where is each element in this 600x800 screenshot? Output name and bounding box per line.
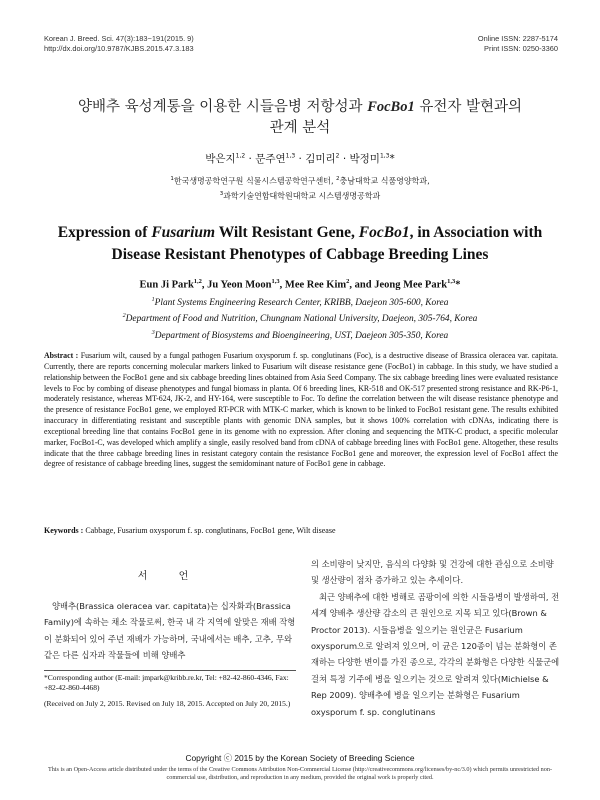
online-issn: Online ISSN: 2287-5174 xyxy=(477,34,558,43)
korean-affiliations: $^1$한국생명공학연구원 식물시스템공학연구센터, $^2$충남대학교 식품영양학과, $^3$과학기술연합대학원대학교 시스템생명공학과 xyxy=(170,176,430,201)
corresponding-author: *Corresponding author (E-mail: jmpark@kribb.re.kr, Tel: +82-42-860-4346, Fax: +82-42-860-4468) xyxy=(44,673,289,692)
body-right-column xyxy=(311,556,564,720)
footnotes xyxy=(44,673,296,709)
abstract xyxy=(44,351,558,470)
issn-block xyxy=(478,34,558,54)
body-left-column xyxy=(44,598,296,664)
title-fusarium: Fusarium xyxy=(151,224,216,241)
license-notice: This is an Open-Access article distributed under the terms of the Creative Commons Attribution Non-Commercial License (http://creativecommons.org/licenses/by-nc/3.0) which permits unrestricted non-commercial use, distribution, and reproduction in any medium, provided the original work is properly cited. xyxy=(47,766,553,782)
keywords-text: Cabbage, Fusarium oxysporum f. sp. conglutinans, FocBo1 gene, Wilt disease xyxy=(85,526,336,535)
english-authors: Eun Ji Park$^{1,2}$, Ju Yeon Moon$^{1,3}$, Mee Ree Kim$^2$, and Jeong Mee Park$^{1,3}$* xyxy=(139,278,461,291)
section-heading: 서 언 xyxy=(137,571,203,582)
copyright-line: Copyright ⓒ 2015 by the Korean Society of Breeding Science xyxy=(185,753,415,763)
footnote-divider xyxy=(44,670,296,671)
body-paragraph: 양배추(Brassica oleracea var. capitata)는 십자화과(Brassica Family)에 속하는 채소 작물로써, 한국 내 각 지역에 알맞은 재배 작형이 분화되어 있어 주년 재배가 가능하며, 국내에서는 배추, 고추, 무와 같은 다른 십자과 작물들에 비해 양배추 xyxy=(44,601,296,661)
keywords xyxy=(44,526,558,535)
english-title: Expression of Fusarium Wilt Resistant Gene, FocBo1, in Association with Disease Resistant Phenotypes of Cabbage Breeding Lines xyxy=(57,224,543,263)
english-affiliations: $^1$Plant Systems Engineering Research Center, KRIBB, Daejeon 305-600, Korea $^2$Department of Food and Nutrition, Chungnam National University, Daejeon, 305-764, Korea $^3$Department of Biosystems and Bioengineering, UST, Daejeon 305-350, Korea xyxy=(122,297,478,341)
print-issn: Print ISSN: 0250-3360 xyxy=(484,44,558,53)
korean-authors: 박은지$^{1,2}$ · 문주연$^{1,3}$ · 김미리$^2$ · 박정미$^{1,3}$* xyxy=(205,152,395,165)
korean-title: 양배추 육성계통을 이용한 시들음병 저항성과 FocBo1 유전자 발현과의 관계 분석 xyxy=(78,99,522,136)
body-paragraph: 최근 양배추에 대한 병해로 곰팡이에 의한 시들음병이 발생하여, 전 세계 양배추 생산량 감소의 큰 원인으로 지목 되고 있다(Brown & Proctor 2013). 시들음병을 일으키는 원인균은 Fusarium oxysporum으로 알려져 있으며, 이 균은 120종이 넘는 분화형이 존재하는 다양한 변이를 가진 종으로, 각각의 분화형은 다양한 식물군에 걸쳐 특정 기주에 병을 일으키는 것으로 알려져 있다(Michielse & Rep 2009). 양배추에 병을 일으키는 분화형은 Fusarium oxysporum f. sp. conglutinans xyxy=(311,591,560,717)
abstract-text: Fusarium wilt, caused by a fungal pathogen Fusarium oxysporum f. sp. conglutinans (Foc), is a destructive disease of Brassica oleracea var. capitata. Currently, there are reports concerning molecular markers linked to Fusarium wilt disease resistance gene (FocBo1) in cabbage. In this study, we have studied a relationship between the FocBo1 gene and six cabbage breeding lines obtained from Asia Seed Company. The six cabbage breeding lines were evaluated resistance levels to Foc by combing of disease phenotypes and fungal biomass in planta. Of 6 breeding lines, KR-518 and OK-517 presented strong resistance and RK-P6-1, moderately resistance, whereas MT-624, JK-2, and HY-164, were susceptible to Foc. To define the correlation between the wilt disease resistance phenotype and the presence of resistance FocBo1 gene, we employed RT-PCR with MTK-C marker, which is known to be linked to FocBo1 resistant gene. The results exhibited inaccuracy in differentiating resistant and susceptible plants with genomic DNA samples, but it shows 100% correlation with cDNAs, indicating there is exceptional breeding line that contains FocBo1 gene in its genome with no expression. After cloning and sequencing the MTK-C product, a specific molecular marker, FocBo1-C, was developed which amplify a single, easily resolved band from cDNA of cabbage breeding lines with FocBo1 gene. Altogether, these results indicate that the three cabbage breeding lines in resistant category contain the resistance FocBo1 gene and moreover, the expression level of FocBo1 affect the degree of resistance of cabbage breeding lines, suggest the semidominant nature of FocBo1 gene in cabbage. xyxy=(44,351,559,469)
received-dates: (Received on July 2, 2015. Revised on July 18, 2015. Accepted on July 20, 2015.) xyxy=(44,699,291,708)
keywords-label: Keywords : xyxy=(44,526,86,535)
journal-citation xyxy=(44,34,194,54)
title-gene-name: FocBo1 xyxy=(367,99,415,115)
journal-line: Korean J. Breed. Sci. 47(3):183~191(2015. 9) xyxy=(44,34,194,43)
title-gene: FocBo1 xyxy=(358,224,410,241)
doi-link[interactable]: http://dx.doi.org/10.9787/KJBS.2015.47.3.183 xyxy=(44,44,194,53)
body-paragraph: 의 소비량이 낮지만, 음식의 다양화 및 건강에 대한 관심으로 소비량 및 생산량이 점차 증가하고 있는 추세이다. xyxy=(311,559,554,586)
abstract-label: Abstract : xyxy=(44,351,81,360)
